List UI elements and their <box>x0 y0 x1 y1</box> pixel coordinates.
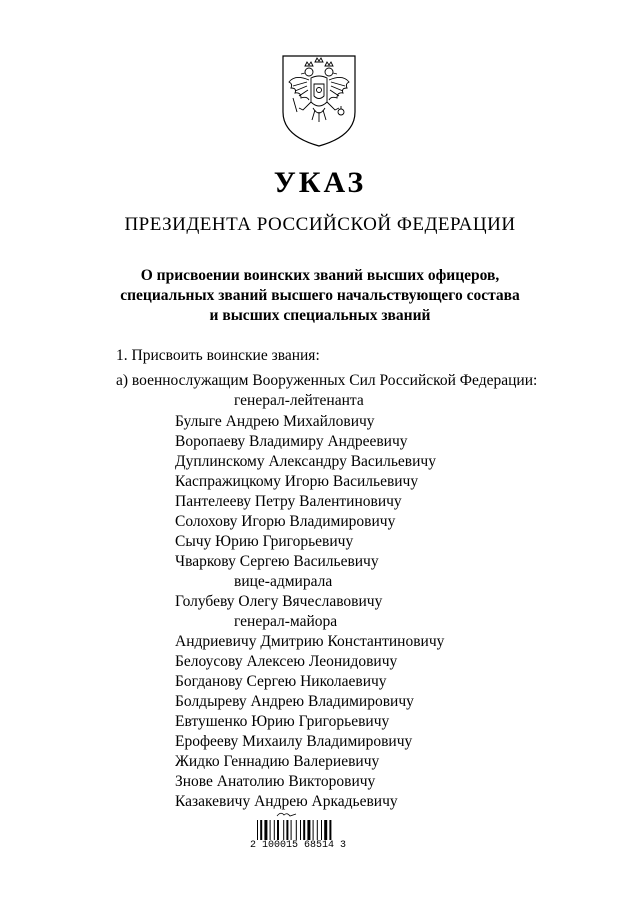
barcode-number: 2 100015 68514 3 <box>250 840 347 851</box>
document-title: УКАЗ <box>273 166 367 199</box>
rank-heading: генерал-майора <box>234 613 338 630</box>
rank-heading: вице-адмирала <box>234 573 333 590</box>
list-item: Андриевичу Дмитрию Константиновичу <box>175 633 445 650</box>
coat-of-arms-icon <box>279 52 359 148</box>
list-item: Знове Анатолию Викторовичу <box>175 773 376 790</box>
list-item: Дуплинскому Александру Васильевичу <box>175 453 436 470</box>
list-item: Пантелееву Петру Валентиновичу <box>175 493 402 510</box>
list-item: Сычу Юрию Григорьевичу <box>175 533 354 550</box>
list-item: Богданову Сергею Николаевичу <box>175 673 387 690</box>
list-item: Ерофееву Михаилу Владимировичу <box>175 733 413 750</box>
list-item: Солохову Игорю Владимировичу <box>175 513 396 530</box>
heading-line: и высших специальных званий <box>209 307 431 324</box>
list-item: Чваркову Сергею Васильевичу <box>175 553 379 570</box>
list-item: Белоусову Алексею Леонидовичу <box>175 653 398 670</box>
document-subtitle: ПРЕЗИДЕНТА РОССИЙСКОЙ ФЕДЕРАЦИИ <box>124 214 516 235</box>
list-item: Голубеву Олегу Вячеславовичу <box>175 593 383 610</box>
list-item: Болдыреву Андрею Владимировичу <box>175 693 414 710</box>
rank-heading: генерал-лейтенанта <box>234 392 364 409</box>
decree-heading <box>0 266 640 326</box>
list-item: Жидко Геннадию Валериевичу <box>175 753 380 770</box>
list-item: Воропаеву Владимиру Андреевичу <box>175 433 408 450</box>
list-item: Евтушенко Юрию Григорьевичу <box>175 713 390 730</box>
heading-line: О присвоении воинских званий высших офицеров, <box>140 267 500 284</box>
list-item: Казакевичу Андрею Аркадьевичу <box>175 793 398 810</box>
heading-line: специальных званий высшего начальствующего состава <box>120 287 520 304</box>
list-item: Каспражицкому Игорю Васильевичу <box>175 473 419 490</box>
list-item: Булыге Андрею Михайловичу <box>175 413 375 430</box>
clause-a: а) военнослужащим Вооруженных Сил Российской Федерации: <box>116 372 538 389</box>
clause-1: 1. Присвоить воинские звания: <box>116 347 320 364</box>
